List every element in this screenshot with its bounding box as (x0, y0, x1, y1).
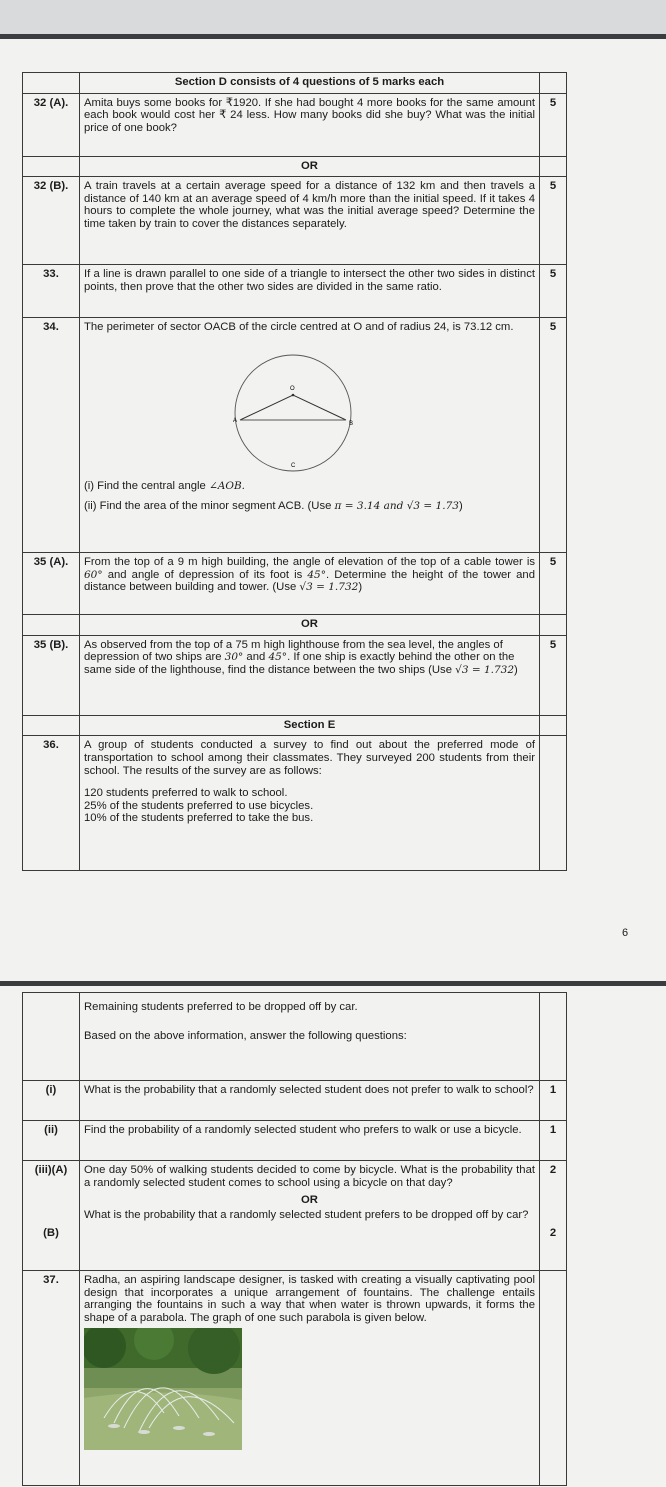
question-marks: 2 (549, 1164, 557, 1176)
question-text: A group of students conducted a survey to find out about the preferred mode of transportation to school among their classmates. They surveyed 200 students from their school. The results of the survey are as follows: (84, 739, 535, 777)
question-row (23, 265, 567, 318)
label-a: A (233, 417, 238, 424)
question-text: As observed from the top of a 75 m high lighthouse from the sea level, the angles of depression of two ships are 30° and 45°. If one ship is exactly behind the other on the same side of the lighthouse, find the distance between the two ships (Use √3 = 1.732) (80, 635, 540, 715)
question-number: 32 (B). (23, 177, 80, 265)
question-row (23, 177, 567, 265)
or-label: OR (80, 156, 540, 177)
fountain-photo (84, 1328, 242, 1450)
question-marks: 5 (540, 177, 567, 265)
radii (240, 395, 346, 420)
sub-question-1: (i) Find the central angle ∠AOB. (84, 479, 246, 492)
or-label: OR (80, 615, 540, 636)
survey-line: 25% of the students preferred to use bicycles. (84, 799, 314, 812)
question-text: One day 50% of walking students decided to come by bicycle. What is the probability that a randomly selected student comes to school using a bicycle on that day? (84, 1164, 535, 1189)
question-text: From the top of a 9 m high building, the angle of elevation of the top of a cable tower is 60° and angle of depression of its foot is 45°. Determine the height of the tower and distance between building and tower. (Use √3 = 1.732) (80, 553, 540, 615)
label-b: B (349, 420, 354, 427)
question-row (23, 635, 567, 715)
question-text: The perimeter of sector OACB of the circle centred at O and of radius 24, is 73.12 cm. (84, 321, 514, 334)
question-number: (B) (43, 1226, 59, 1239)
centre-point (292, 393, 295, 396)
question-text: Find the probability of a randomly selected student who prefers to walk or use a bicycle. (80, 1121, 540, 1161)
section-d-table (22, 72, 567, 871)
question-row (23, 1161, 567, 1271)
question-text: A train travels at a certain average speed for a distance of 132 km and then travels a distance of 140 km at an average speed of 4 km/h more than the initial speed. If it takes 4 hours to complete the whole journey, what was the initial average speed? Determine the time taken by train to cover the distances separately. (80, 177, 540, 265)
intro-line: Based on the above information, answer the following questions: (84, 1029, 407, 1042)
question-number: 35 (B). (23, 635, 80, 715)
question-text: If a line is drawn parallel to one side of a triangle to intersect the other two sides in distinct points, then prove that the other two sides are divided in the same ratio. (80, 265, 540, 318)
question-row (23, 1271, 567, 1486)
question-marks: 1 (540, 1081, 567, 1121)
question-number: 32 (A). (23, 93, 80, 156)
section-d-header: Section D consists of 4 questions of 5 marks each (80, 73, 540, 94)
intro-row (23, 993, 567, 1081)
question-number: 33. (23, 265, 80, 318)
question-number: (i) (23, 1081, 80, 1121)
label-o: O (290, 385, 295, 392)
question-number: 34. (23, 318, 80, 553)
question-marks: 2 (549, 1226, 557, 1239)
question-number: 36. (23, 736, 80, 871)
page-number: 6 (622, 927, 629, 939)
question-marks: 5 (540, 635, 567, 715)
section-d-header-row (23, 73, 567, 94)
label-c: C (291, 462, 296, 469)
question-marks: 5 (540, 93, 567, 156)
intro-line: Remaining students preferred to be dropped off by car. (84, 1001, 358, 1013)
question-text: What is the probability that a randomly selected student does not prefer to walk to school? (80, 1081, 540, 1121)
question-row (23, 736, 567, 871)
question-row (23, 93, 567, 156)
sector-figure (218, 350, 368, 478)
circle (235, 355, 354, 471)
question-marks: 5 (540, 265, 567, 318)
question-number: (iii)(A) (34, 1164, 68, 1176)
question-row (23, 318, 567, 553)
question-text: Amita buys some books for ₹1920. If she had bought 4 more books for the same amount each book would cost her ₹ 24 less. How many books did she buy? What was the initial price of one book? (80, 93, 540, 156)
question-row (23, 1081, 567, 1121)
section-e-header: Section E (80, 715, 540, 736)
survey-line: 120 students preferred to walk to school. (84, 787, 288, 800)
question-number: 37. (23, 1271, 80, 1486)
question-row (23, 553, 567, 615)
or-row (23, 615, 567, 636)
sub-question-2: (ii) Find the area of the minor segment ACB. (Use π = 3.14 and √3 = 1.73) (84, 500, 463, 513)
survey-line: 10% of the students preferred to take the bus. (84, 812, 314, 825)
question-row (23, 1121, 567, 1161)
or-label: OR (301, 1194, 318, 1207)
question-text: Radha, an aspiring landscape designer, is tasked with creating a visually captivating pool design that incorporates a unique arrangement of fountains. The challenge entails arranging the fountains in such a way that when water is thrown upwards, it forms the shape of a parabola. The graph of one such parabola is given below. (84, 1274, 535, 1324)
or-row (23, 156, 567, 177)
question-marks: 1 (540, 1121, 567, 1161)
question-text: What is the probability that a randomly selected student prefers to be dropped off by car? (84, 1208, 529, 1221)
section-e-header-row (23, 715, 567, 736)
question-number: (ii) (23, 1121, 80, 1161)
question-marks: 5 (540, 318, 567, 553)
question-number: 35 (A). (23, 553, 80, 615)
question-36-continued-table (22, 992, 567, 1486)
question-marks: 5 (540, 553, 567, 615)
